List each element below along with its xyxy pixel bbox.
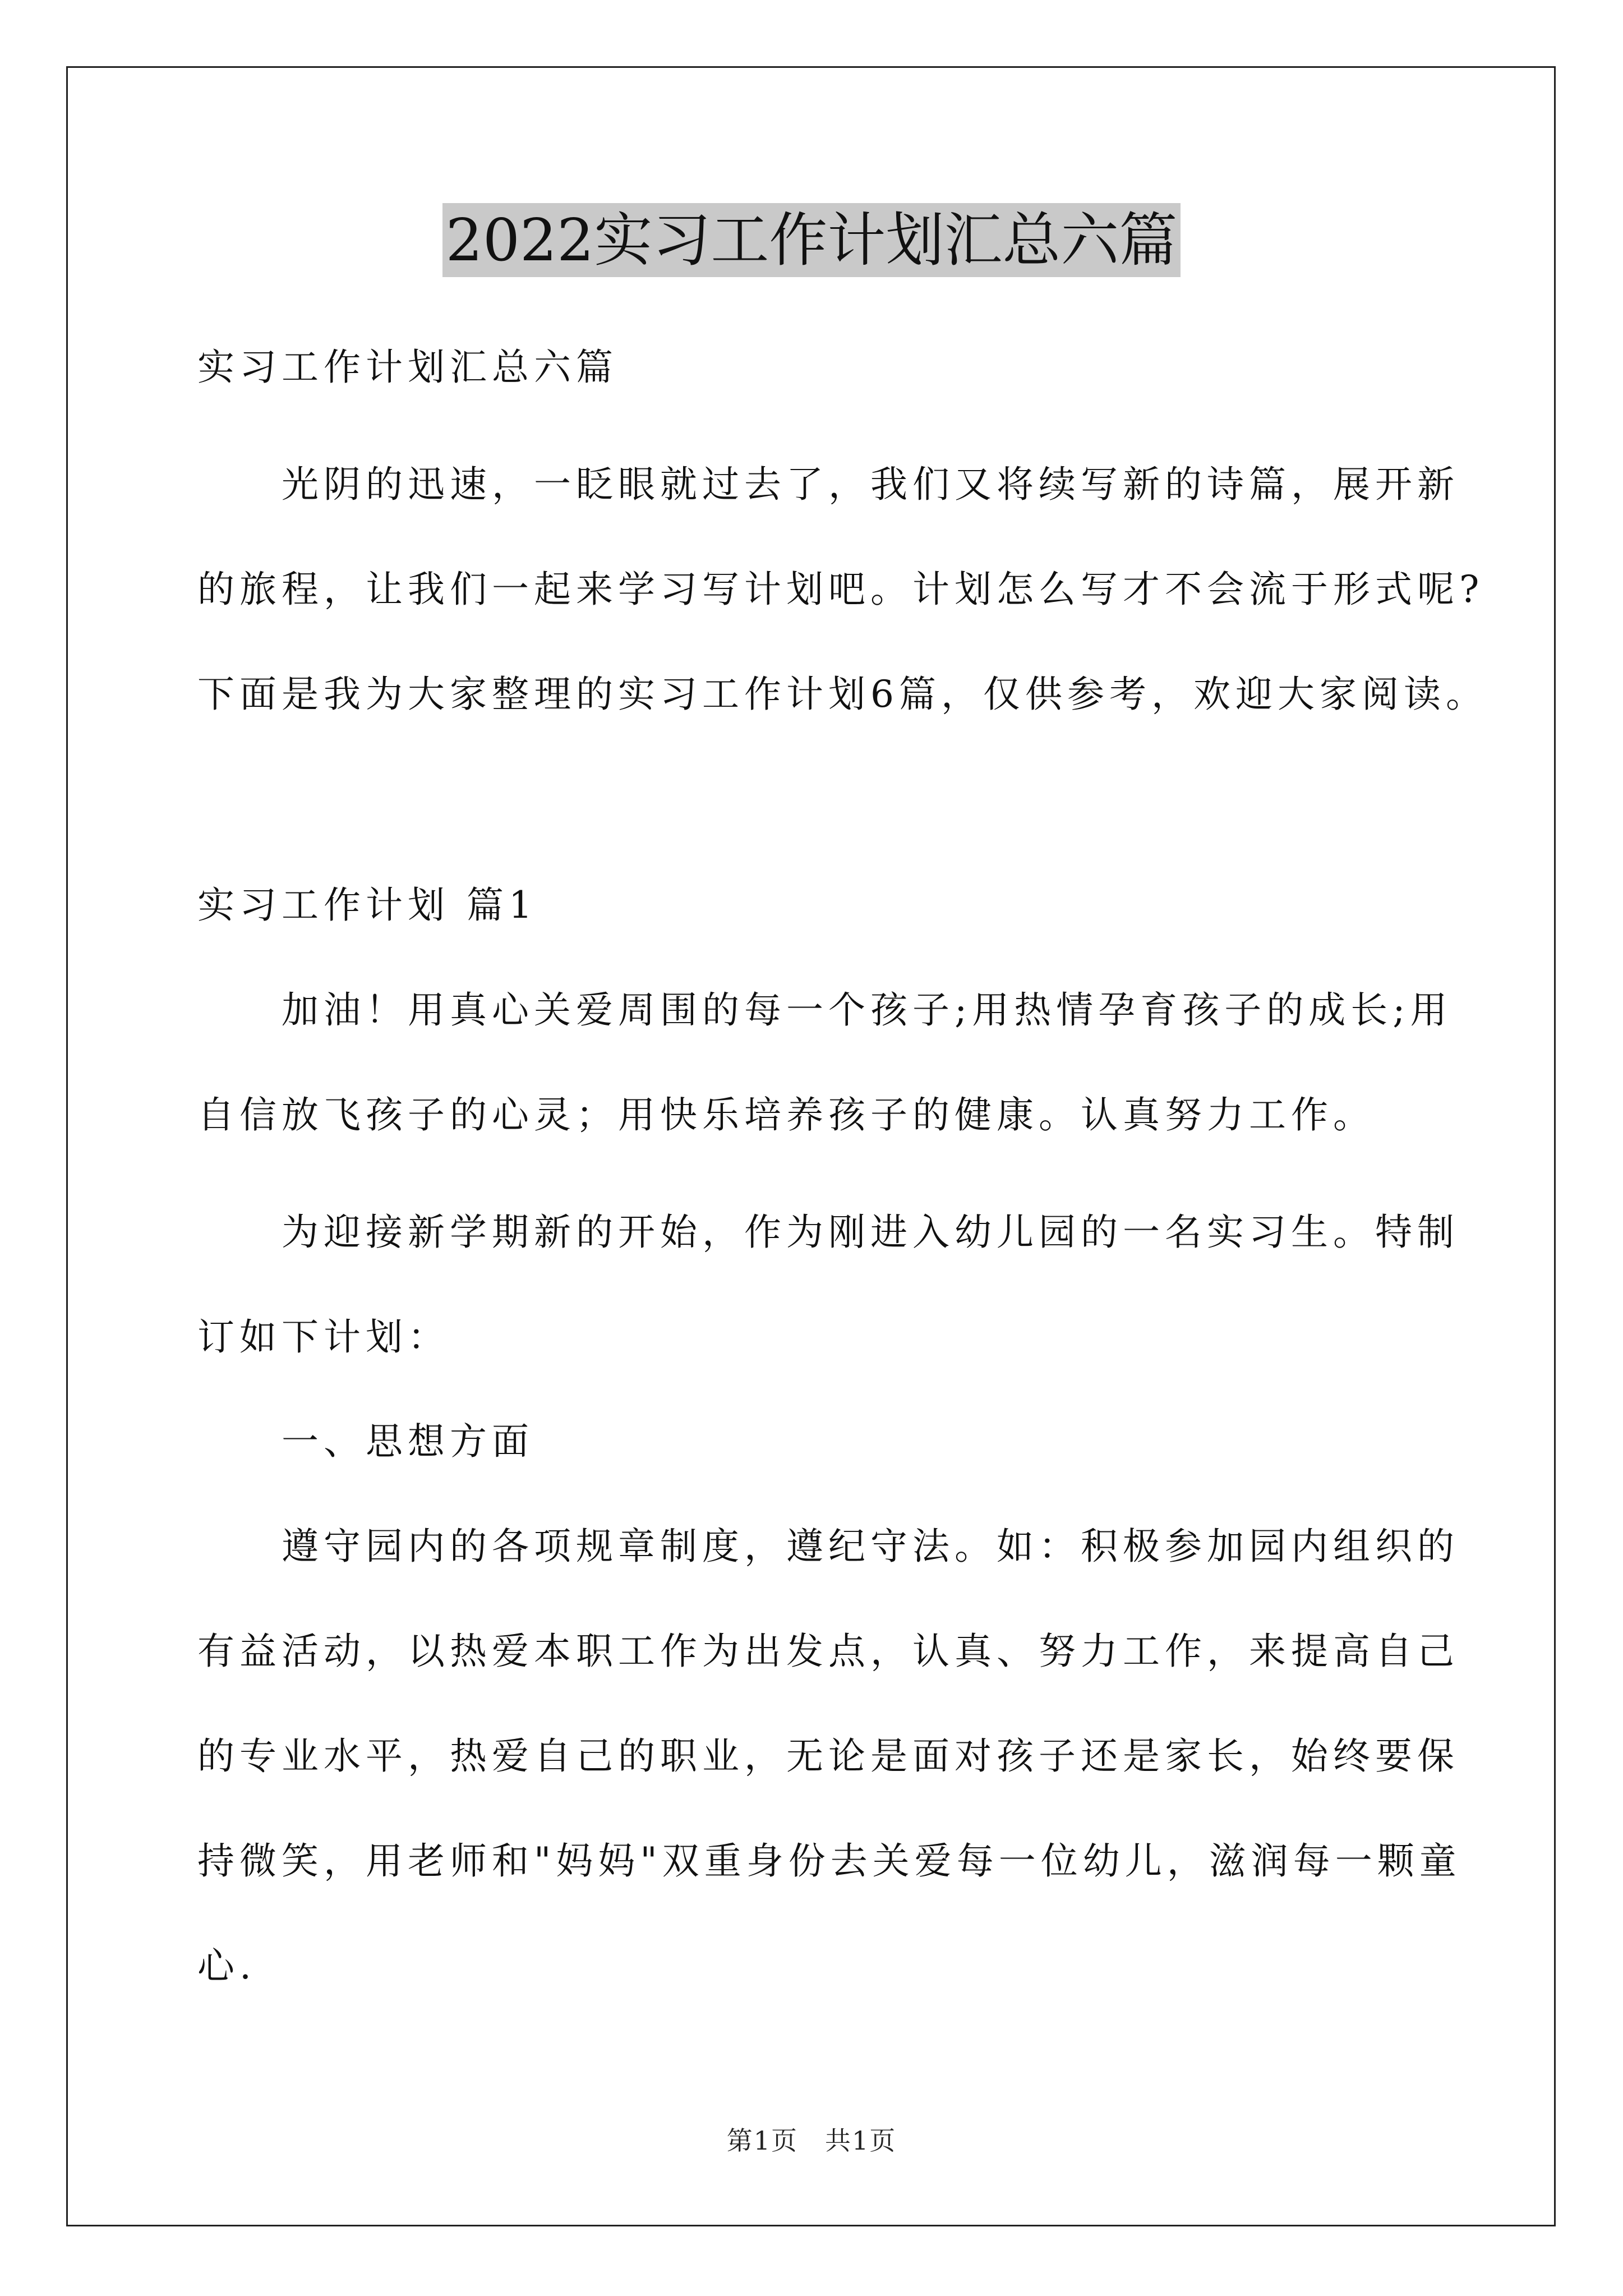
paragraph-line: 遵守园内的各项规章制度，遵纪守法。如：积极参加园内组织的 xyxy=(197,1525,1459,1568)
subtitle-line: 实习工作计划汇总六篇 xyxy=(197,346,618,389)
page-footer: 第1页 共1页 xyxy=(726,2125,897,2156)
paragraph-line: 的专业水平，热爱自己的职业，无论是面对孩子还是家长，始终要保 xyxy=(197,1734,1459,1778)
subsection-heading: 一、思想方面 xyxy=(197,1420,534,1463)
paragraph-line: 订如下计划： xyxy=(197,1315,450,1359)
title-container xyxy=(0,203,1623,277)
section-heading: 实习工作计划 篇1 xyxy=(197,884,537,927)
paragraph-line: 心. xyxy=(197,1944,256,1987)
paragraph-line: 加油！用真心关爱周围的每一个孩子;用热情孕育孩子的成长;用 xyxy=(197,988,1453,1032)
document-title: 2022实习工作计划汇总六篇 xyxy=(442,203,1181,277)
paragraph-line: 持微笑，用老师和"妈妈"双重身份去关爱每一位幼儿，滋润每一颗童 xyxy=(197,1839,1461,1883)
paragraph-line: 下面是我为大家整理的实习工作计划6篇，仅供参考，欢迎大家阅读。 xyxy=(197,673,1488,716)
paragraph-line: 的旅程，让我们一起来学习写计划吧。计划怎么写才不会流于形式呢? xyxy=(197,568,1484,611)
paragraph-line: 自信放飞孩子的心灵；用快乐培养孩子的健康。认真努力工作。 xyxy=(197,1093,1375,1137)
paragraph-line: 光阴的迅速，一眨眼就过去了，我们又将续写新的诗篇，展开新 xyxy=(197,463,1459,506)
paragraph-line: 为迎接新学期新的开始，作为刚进入幼儿园的一名实习生。特制 xyxy=(197,1211,1459,1254)
paragraph-line: 有益活动，以热爱本职工作为出发点，认真、努力工作，来提高自己 xyxy=(197,1630,1459,1673)
